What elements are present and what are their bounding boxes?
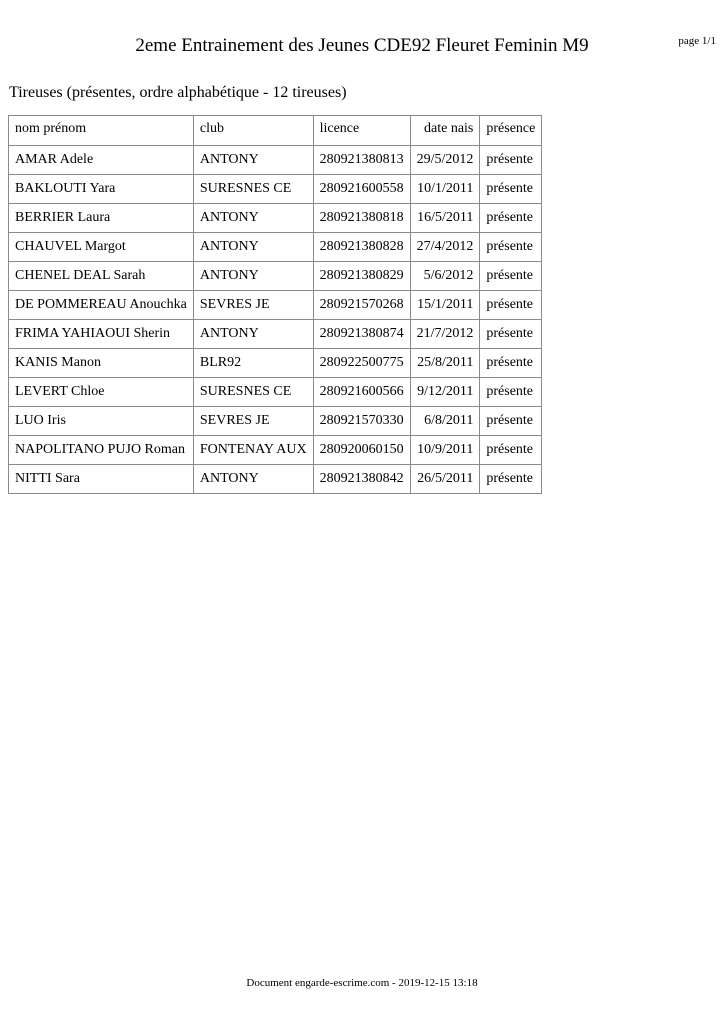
cell-club: ANTONY <box>193 465 313 494</box>
table-row <box>9 146 542 175</box>
table-header-row <box>9 116 542 146</box>
column-header-licence: licence <box>313 116 410 146</box>
cell-birthdate: 26/5/2011 <box>410 465 480 494</box>
table-row <box>9 320 542 349</box>
cell-name: DE POMMEREAU Anouchka <box>9 291 194 320</box>
cell-name: AMAR Adele <box>9 146 194 175</box>
table-row <box>9 262 542 291</box>
column-header-presence: présence <box>480 116 542 146</box>
cell-presence: présente <box>480 146 542 175</box>
table-row <box>9 378 542 407</box>
table-row <box>9 465 542 494</box>
cell-name: CHENEL DEAL Sarah <box>9 262 194 291</box>
cell-licence: 280921570268 <box>313 291 410 320</box>
cell-club: ANTONY <box>193 320 313 349</box>
cell-birthdate: 16/5/2011 <box>410 204 480 233</box>
cell-licence: 280921380828 <box>313 233 410 262</box>
cell-birthdate: 15/1/2011 <box>410 291 480 320</box>
cell-club: ANTONY <box>193 146 313 175</box>
cell-club: SEVRES JE <box>193 291 313 320</box>
cell-club: ANTONY <box>193 233 313 262</box>
cell-presence: présente <box>480 436 542 465</box>
cell-licence: 280921380874 <box>313 320 410 349</box>
fencers-table <box>8 115 542 494</box>
cell-licence: 280921570330 <box>313 407 410 436</box>
cell-birthdate: 9/12/2011 <box>410 378 480 407</box>
cell-name: CHAUVEL Margot <box>9 233 194 262</box>
cell-birthdate: 25/8/2011 <box>410 349 480 378</box>
cell-club: FONTENAY AUX <box>193 436 313 465</box>
cell-presence: présente <box>480 349 542 378</box>
cell-name: BAKLOUTI Yara <box>9 175 194 204</box>
cell-club: SURESNES CE <box>193 175 313 204</box>
cell-licence: 280921600558 <box>313 175 410 204</box>
cell-presence: présente <box>480 291 542 320</box>
table-body <box>9 146 542 494</box>
cell-birthdate: 27/4/2012 <box>410 233 480 262</box>
cell-club: ANTONY <box>193 204 313 233</box>
document-title: 2eme Entrainement des Jeunes CDE92 Fleuret Feminin M9 <box>135 35 589 56</box>
table-row <box>9 291 542 320</box>
cell-licence: 280921380829 <box>313 262 410 291</box>
document-footer: Document engarde-escrime.com - 2019-12-15 13:18 <box>246 977 478 989</box>
cell-presence: présente <box>480 204 542 233</box>
cell-name: NAPOLITANO PUJO Roman <box>9 436 194 465</box>
cell-licence: 280921380813 <box>313 146 410 175</box>
cell-presence: présente <box>480 262 542 291</box>
column-header-club: club <box>193 116 313 146</box>
table-row <box>9 436 542 465</box>
cell-club: SEVRES JE <box>193 407 313 436</box>
column-header-name: nom prénom <box>9 116 194 146</box>
table-row <box>9 407 542 436</box>
cell-presence: présente <box>480 233 542 262</box>
cell-club: SURESNES CE <box>193 378 313 407</box>
cell-licence: 280921380818 <box>313 204 410 233</box>
section-heading: Tireuses (présentes, ordre alphabétique - 12 tireuses) <box>9 84 347 101</box>
table-row <box>9 204 542 233</box>
table-row <box>9 175 542 204</box>
cell-name: KANIS Manon <box>9 349 194 378</box>
cell-presence: présente <box>480 378 542 407</box>
cell-birthdate: 6/8/2011 <box>410 407 480 436</box>
cell-birthdate: 10/9/2011 <box>410 436 480 465</box>
cell-club: BLR92 <box>193 349 313 378</box>
cell-licence: 280921600566 <box>313 378 410 407</box>
page-number: page 1/1 <box>678 35 716 47</box>
cell-birthdate: 10/1/2011 <box>410 175 480 204</box>
cell-birthdate: 29/5/2012 <box>410 146 480 175</box>
cell-name: LEVERT Chloe <box>9 378 194 407</box>
cell-name: LUO Iris <box>9 407 194 436</box>
cell-presence: présente <box>480 465 542 494</box>
column-header-birthdate: date nais <box>410 116 480 146</box>
cell-birthdate: 5/6/2012 <box>410 262 480 291</box>
cell-presence: présente <box>480 175 542 204</box>
cell-name: FRIMA YAHIAOUI Sherin <box>9 320 194 349</box>
cell-licence: 280921380842 <box>313 465 410 494</box>
cell-birthdate: 21/7/2012 <box>410 320 480 349</box>
cell-licence: 280922500775 <box>313 349 410 378</box>
cell-name: BERRIER Laura <box>9 204 194 233</box>
cell-licence: 280920060150 <box>313 436 410 465</box>
cell-presence: présente <box>480 320 542 349</box>
table-row <box>9 233 542 262</box>
table-row <box>9 349 542 378</box>
cell-name: NITTI Sara <box>9 465 194 494</box>
cell-presence: présente <box>480 407 542 436</box>
cell-club: ANTONY <box>193 262 313 291</box>
